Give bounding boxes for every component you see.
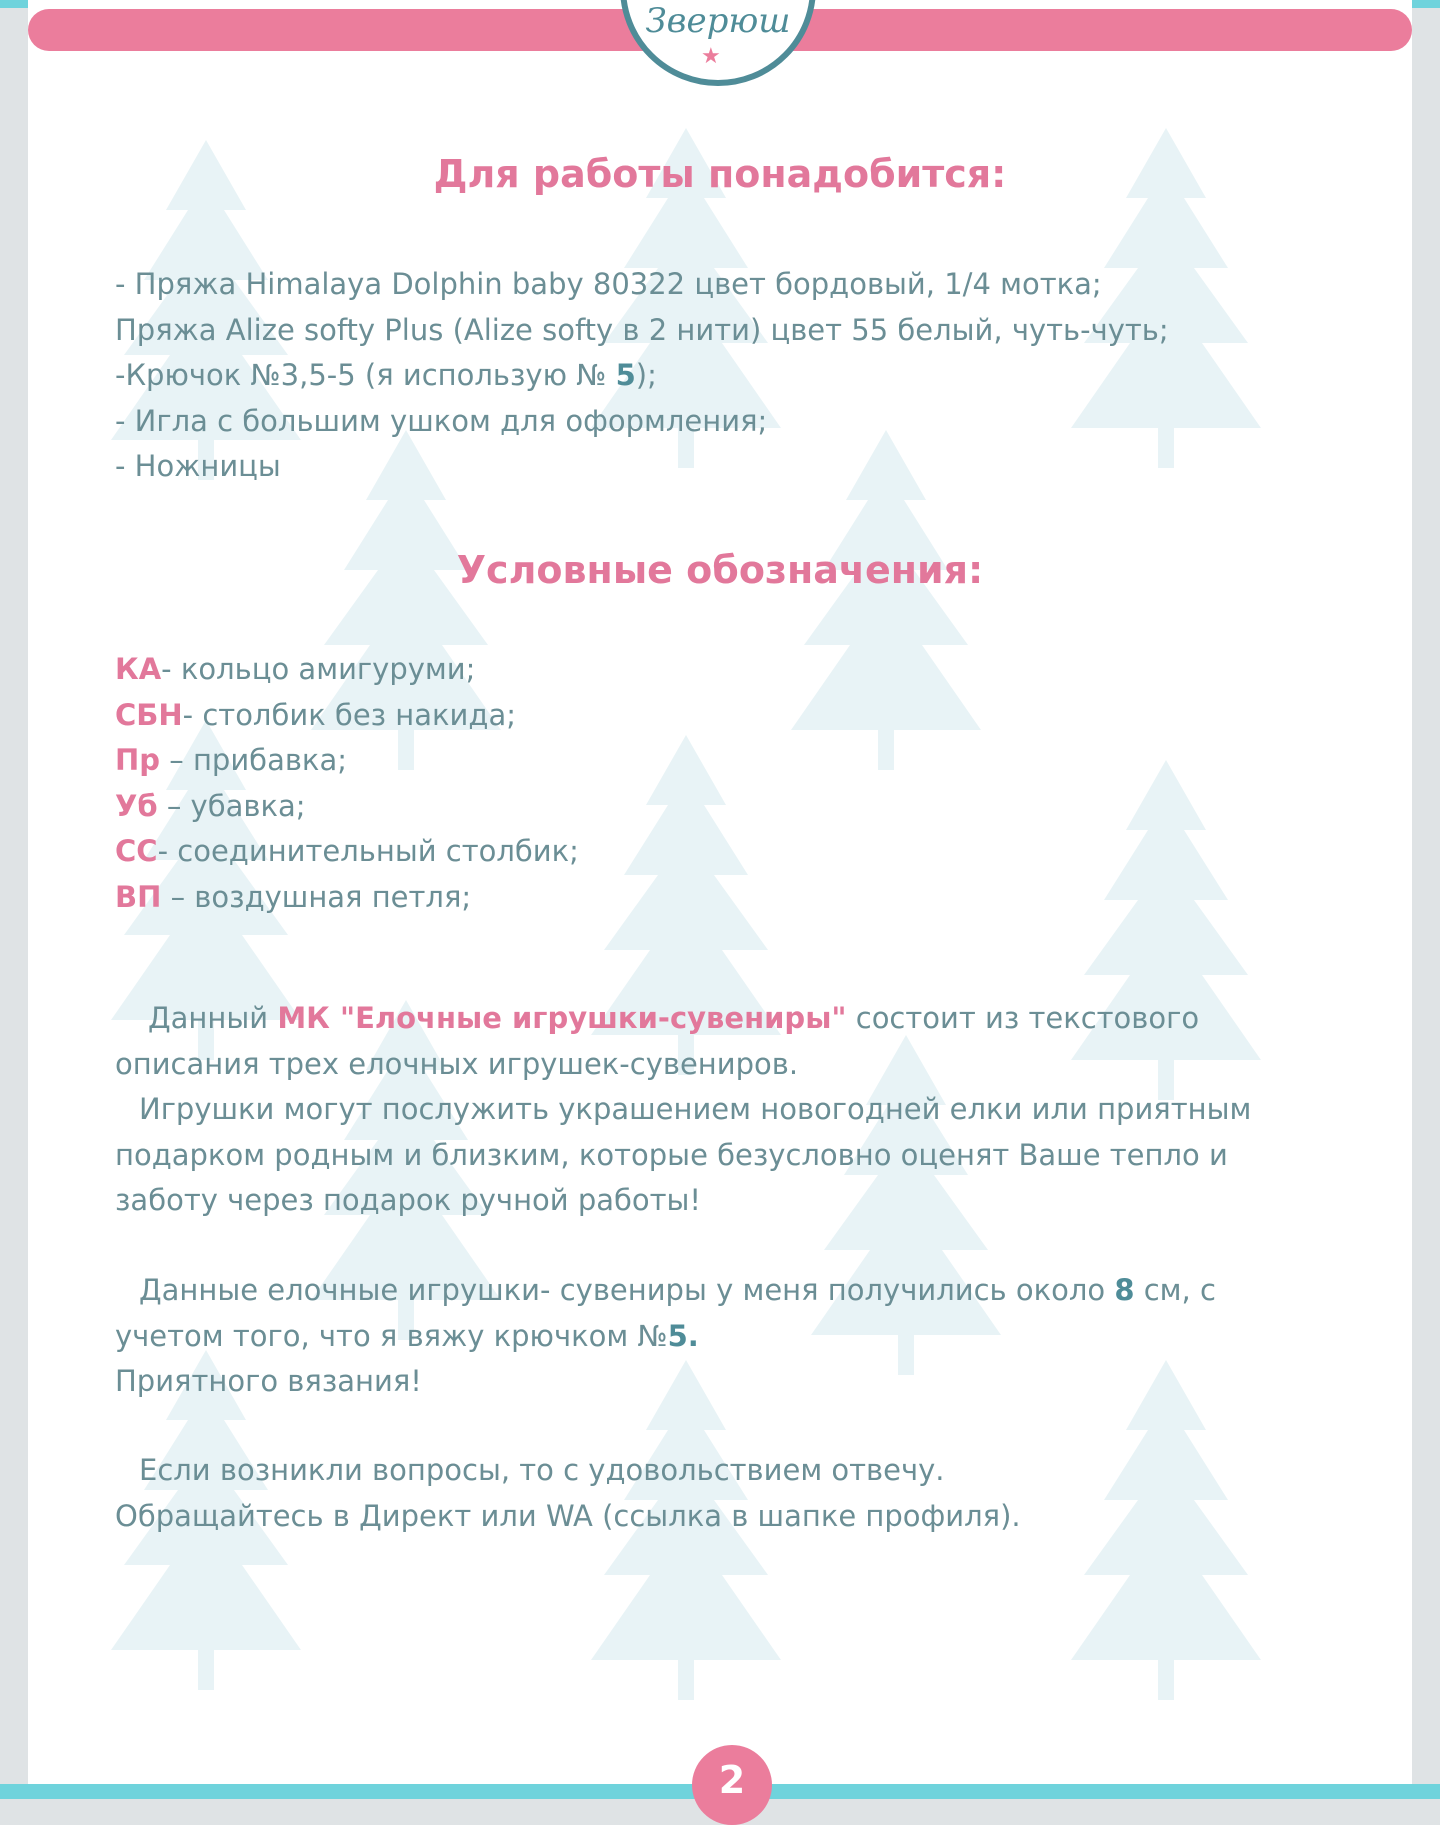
- contact-line: Если возникли вопросы, то с удовольствием отвечу.: [139, 1453, 945, 1487]
- materials-item: Пряжа Alize softy Plus (Alize softy в 2 нити) цвет 55 белый, чуть-чуть;: [115, 312, 1169, 347]
- size-value: 8: [1114, 1273, 1135, 1307]
- legend-abbr: Пр: [115, 743, 161, 777]
- hook-size: 5: [615, 358, 636, 392]
- page-content: [28, 0, 1412, 1784]
- legend-desc: – прибавка;: [160, 743, 347, 777]
- intro-line: Игрушки могут послужить украшением новогодней елки или приятным: [139, 1092, 1252, 1126]
- hook-text: -Крючок №3,5-5 (я использую №: [115, 358, 616, 392]
- legend-heading: Условные обозначения:: [456, 548, 984, 592]
- legend-abbr: СС: [115, 834, 158, 868]
- intro-line: [115, 996, 1345, 1042]
- contact-line: Обращайтесь в Директ или WA (ссылка в шапке профиля).: [115, 1498, 1021, 1533]
- intro-text: Данный: [148, 1001, 278, 1035]
- legend-item: [115, 738, 1345, 784]
- legend-item: [115, 829, 1345, 875]
- size-line: [115, 1268, 1345, 1314]
- materials-item: - Пряжа Himalaya Dolphin baby 80322 цвет бордовый, 1/4 мотка;: [115, 267, 1102, 301]
- size-line: [115, 1314, 1345, 1360]
- size-paragraph: [115, 1268, 1345, 1405]
- legend-item: [115, 647, 1345, 693]
- page-number-badge: 2: [692, 1745, 772, 1825]
- legend-desc: - соединительный столбик;: [157, 834, 579, 868]
- materials-item: - Ножницы: [115, 449, 281, 483]
- hook-number: 5.: [667, 1318, 699, 1353]
- legend-desc: – воздушная петля;: [161, 879, 472, 914]
- course-title: МК "Елочные игрушки-сувениры": [277, 1001, 847, 1035]
- size-text: учетом того, что я вяжу крючком №: [115, 1318, 668, 1353]
- materials-item: - Игла с большим ушком для оформления;: [115, 403, 768, 438]
- star-icon: ★: [701, 44, 721, 69]
- legend-desc: – убавка;: [157, 788, 306, 823]
- legend-abbr: СБН: [115, 697, 183, 732]
- hook-text-end: );: [635, 358, 657, 392]
- size-text: Данные елочные игрушки- сувениры у меня получились около: [139, 1273, 1115, 1307]
- needs-heading: Для работы понадобится:: [433, 152, 1007, 196]
- legend-item: [115, 784, 1345, 830]
- legend-abbr: Уб: [115, 788, 158, 823]
- intro-paragraph: [115, 996, 1345, 1224]
- document-page: [28, 0, 1412, 1784]
- legend-abbr: КА: [115, 652, 162, 686]
- legend-list: [115, 647, 1345, 920]
- intro-text: состоит из текстового: [846, 1001, 1200, 1035]
- contact-paragraph: [115, 1448, 1345, 1539]
- materials-list: [115, 262, 1345, 490]
- legend-item: [115, 875, 1345, 921]
- legend-item: [115, 693, 1345, 739]
- materials-item: [115, 353, 1345, 399]
- closing-line: Приятного вязания!: [115, 1364, 422, 1398]
- intro-line: заботу через подарок ручной работы!: [115, 1183, 702, 1217]
- legend-abbr: ВП: [115, 879, 162, 914]
- legend-desc: - столбик без накида;: [182, 697, 516, 732]
- logo-text: Зверюш: [645, 1, 791, 41]
- legend-desc: - кольцо амигуруми;: [161, 652, 476, 686]
- intro-line: описания трех елочных игрушек-сувениров.: [115, 1046, 799, 1081]
- size-text: см, с: [1134, 1273, 1216, 1307]
- intro-line: подарком родным и близким, которые безусловно оценят Ваше тепло и: [115, 1137, 1228, 1172]
